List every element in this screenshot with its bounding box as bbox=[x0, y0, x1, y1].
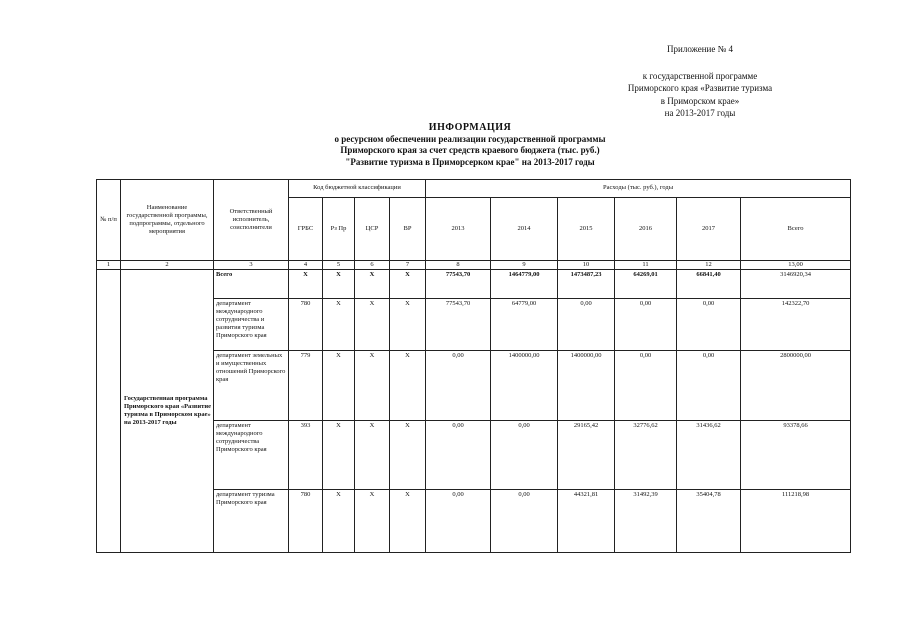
header-rzpr: Рз Пр bbox=[323, 197, 355, 260]
appendix-block bbox=[570, 43, 830, 120]
header-2017: 2017 bbox=[677, 197, 741, 260]
row-2014: 1464779,00 bbox=[491, 270, 558, 299]
row-vr: Х bbox=[390, 350, 426, 420]
header-budget-group: Код бюджетной классификации bbox=[289, 180, 426, 198]
row-grbs: 780 bbox=[289, 299, 323, 350]
row-csr: Х bbox=[355, 350, 390, 420]
column-number: 10 bbox=[558, 260, 615, 269]
row-rzpr: Х bbox=[323, 299, 355, 350]
row-2014: 1400000,00 bbox=[491, 350, 558, 420]
header-num: № п/п bbox=[97, 180, 121, 261]
document-heading bbox=[250, 122, 690, 168]
column-number: 5 bbox=[323, 260, 355, 269]
row-executor: департамент международного сотрудничества и развития туризма Приморского края bbox=[214, 299, 289, 350]
row-2013: 77543,70 bbox=[426, 270, 491, 299]
column-number: 8 bbox=[426, 260, 491, 269]
document-title: ИНФОРМАЦИЯ bbox=[428, 122, 512, 133]
row-total: 2800000,00 bbox=[741, 350, 851, 420]
header-vr: ВР bbox=[390, 197, 426, 260]
row-vr: Х bbox=[390, 299, 426, 350]
row-rzpr: Х bbox=[323, 490, 355, 553]
row-total: 93378,66 bbox=[741, 420, 851, 489]
column-number: 12 bbox=[677, 260, 741, 269]
row-grbs: 393 bbox=[289, 420, 323, 489]
column-number: 11 bbox=[615, 260, 677, 269]
row-2015: 44321,81 bbox=[558, 490, 615, 553]
column-number: 2 bbox=[121, 260, 214, 269]
row-grbs: 779 bbox=[289, 350, 323, 420]
column-number: 3 bbox=[214, 260, 289, 269]
header-2014: 2014 bbox=[491, 197, 558, 260]
table-row-total bbox=[97, 270, 851, 299]
row-csr: Х bbox=[355, 490, 390, 553]
row-2013: 0,00 bbox=[426, 420, 491, 489]
row-2017: 0,00 bbox=[677, 350, 741, 420]
appendix-number: Приложение № 4 bbox=[667, 44, 733, 54]
row-2014: 64779,00 bbox=[491, 299, 558, 350]
header-executor: Ответственный исполнитель, соисполнители bbox=[214, 180, 289, 261]
row-csr: Х bbox=[355, 299, 390, 350]
row-grbs: Х bbox=[289, 270, 323, 299]
header-total: Всего bbox=[741, 197, 851, 260]
row-rzpr: Х bbox=[323, 350, 355, 420]
heading-line: "Развитие туризма в Приморсерком крае" на 2013-2017 годы bbox=[345, 156, 595, 167]
row-2015: 0,00 bbox=[558, 299, 615, 350]
row-executor: Всего bbox=[214, 270, 289, 299]
row-vr: Х bbox=[390, 490, 426, 553]
column-number: 9 bbox=[491, 260, 558, 269]
header-grbs: ГРБС bbox=[289, 197, 323, 260]
heading-line: Приморского края за счет средств краевого бюджета (тыс. руб.) bbox=[340, 145, 600, 155]
row-2016: 0,00 bbox=[615, 350, 677, 420]
row-2016: 0,00 bbox=[615, 299, 677, 350]
row-2015: 29165,42 bbox=[558, 420, 615, 489]
header-2015: 2015 bbox=[558, 197, 615, 260]
row-vr: Х bbox=[390, 420, 426, 489]
row-2017: 31436,62 bbox=[677, 420, 741, 489]
row-csr: Х bbox=[355, 420, 390, 489]
column-number: 13,00 bbox=[741, 260, 851, 269]
row-csr: Х bbox=[355, 270, 390, 299]
row-2013: 0,00 bbox=[426, 490, 491, 553]
header-2016: 2016 bbox=[615, 197, 677, 260]
row-total: 3146920,34 bbox=[741, 270, 851, 299]
row-executor: департамент туризма Приморского края bbox=[214, 490, 289, 553]
program-name: Государственная программа Приморского края «Развитие туризма в Приморском крае» на 2013-2017 годы bbox=[121, 270, 214, 553]
appendix-line: Приморского края «Развитие туризма bbox=[627, 83, 773, 93]
row-2013: 0,00 bbox=[426, 350, 491, 420]
column-number: 6 bbox=[355, 260, 390, 269]
column-number: 4 bbox=[289, 260, 323, 269]
row-rzpr: Х bbox=[323, 420, 355, 489]
row-total: 111218,98 bbox=[741, 490, 851, 553]
row-2016: 64269,01 bbox=[615, 270, 677, 299]
header-name: Наименование государственной программы, подпрограммы, отдельного мероприятия bbox=[121, 180, 214, 261]
row-2017: 66841,40 bbox=[677, 270, 741, 299]
row-2016: 32776,62 bbox=[615, 420, 677, 489]
resource-table bbox=[96, 179, 851, 553]
row-2013: 77543,70 bbox=[426, 299, 491, 350]
row-2017: 0,00 bbox=[677, 299, 741, 350]
row-2014: 0,00 bbox=[491, 420, 558, 489]
appendix-line: в Приморском крае» bbox=[660, 95, 740, 106]
row-num-cell bbox=[97, 270, 121, 553]
header-csr: ЦСР bbox=[355, 197, 390, 260]
header-2013: 2013 bbox=[426, 197, 491, 260]
column-number: 7 bbox=[390, 260, 426, 269]
row-2015: 1400000,00 bbox=[558, 350, 615, 420]
row-2016: 31492,39 bbox=[615, 490, 677, 553]
header-row bbox=[97, 180, 851, 198]
heading-line: о ресурсном обеспечении реализации государственной программы bbox=[334, 133, 606, 144]
column-number: 1 bbox=[97, 260, 121, 269]
header-expenses-group: Расходы (тыс. руб.), годы bbox=[426, 180, 851, 198]
appendix-line: на 2013-2017 годы bbox=[664, 108, 736, 118]
row-executor: департамент земельных и имущественных отношений Приморского края bbox=[214, 350, 289, 420]
row-2015: 1473487,23 bbox=[558, 270, 615, 299]
row-executor: департамент международного сотрудничества Приморского края bbox=[214, 420, 289, 489]
row-vr: Х bbox=[390, 270, 426, 299]
row-2014: 0,00 bbox=[491, 490, 558, 553]
row-rzpr: Х bbox=[323, 270, 355, 299]
column-number-row bbox=[97, 260, 851, 269]
appendix-line: к государственной программе bbox=[642, 70, 758, 81]
row-grbs: 780 bbox=[289, 490, 323, 553]
row-2017: 35404,78 bbox=[677, 490, 741, 553]
row-total: 142322,70 bbox=[741, 299, 851, 350]
